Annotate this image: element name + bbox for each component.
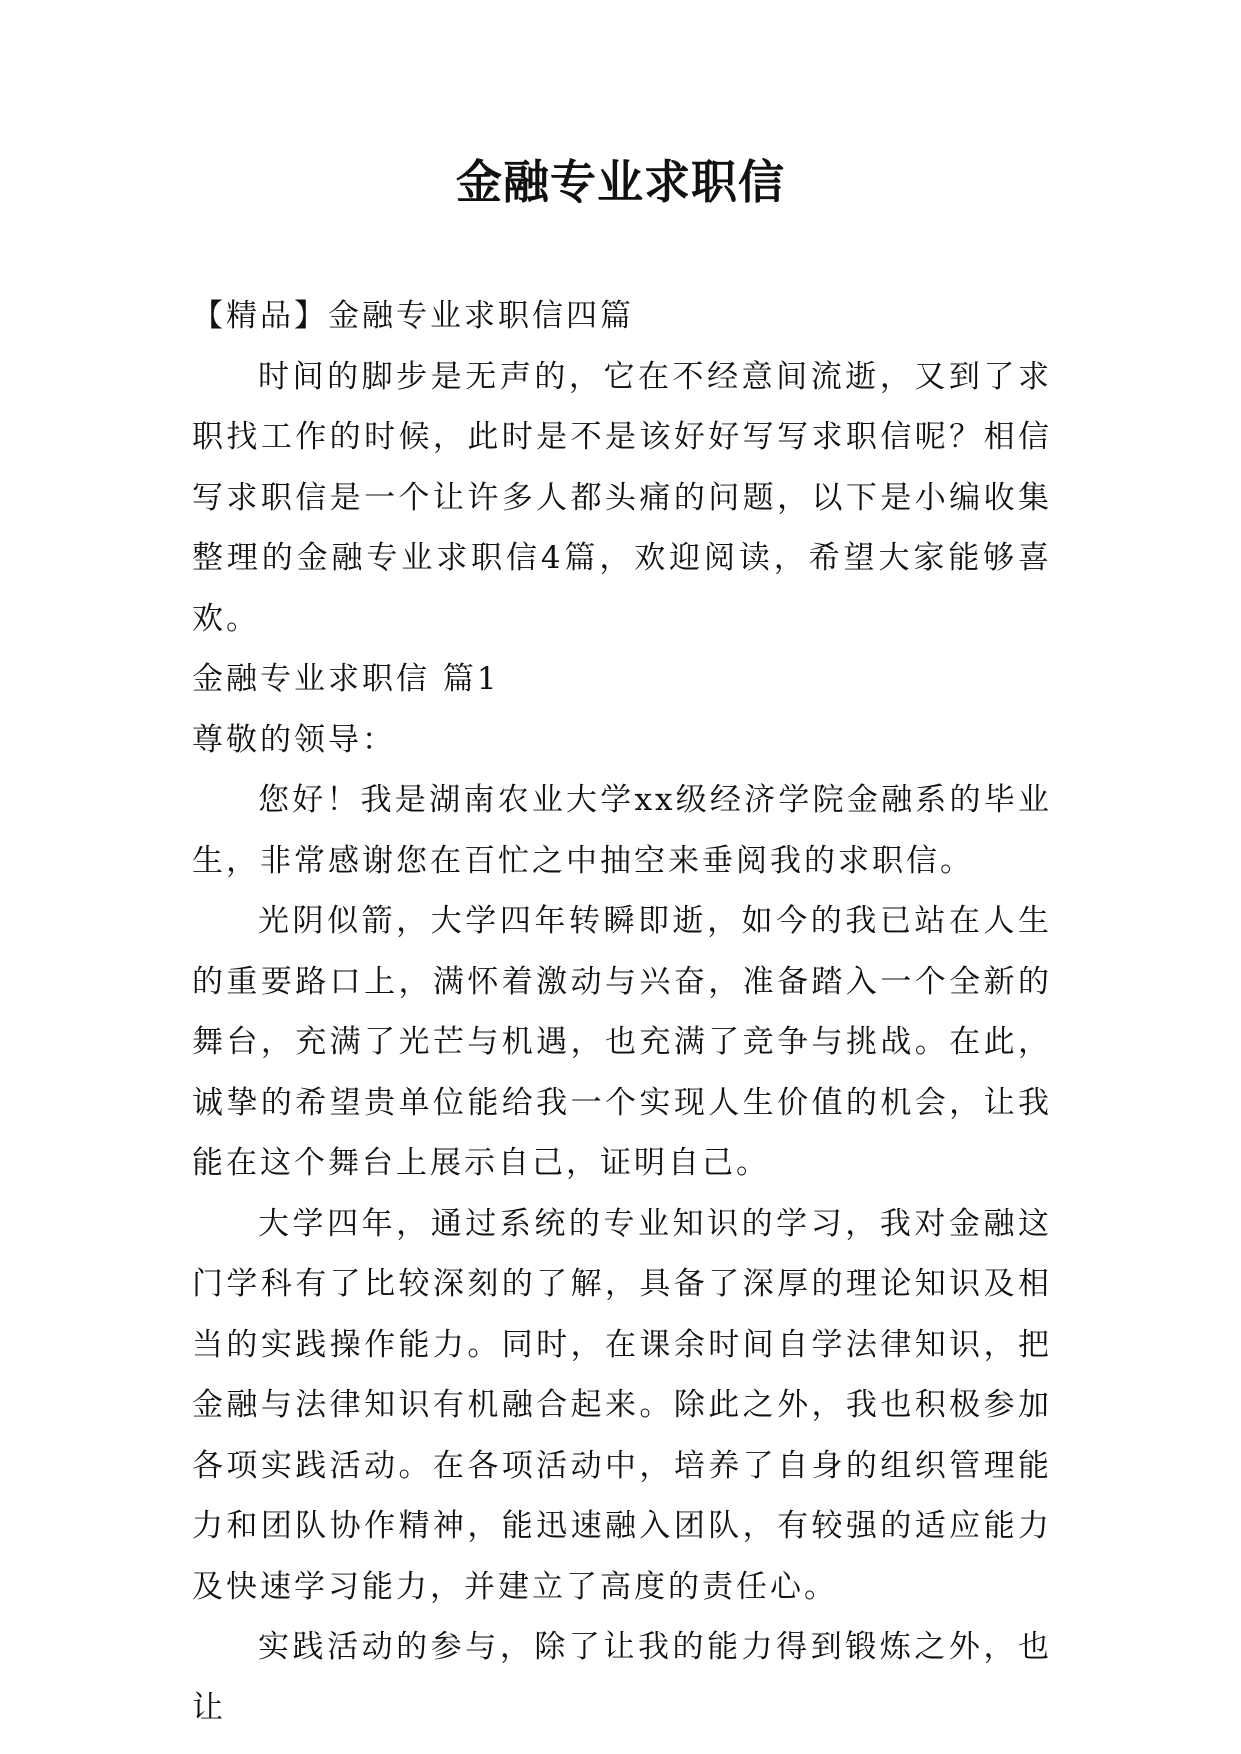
document-body: [192, 286, 1052, 1738]
salutation: 尊敬的领导：: [192, 721, 396, 758]
letter-paragraph: 大学四年，通过系统的专业知识的学习，我对金融这门学科有了比较深刻的了解，具备了深厚的理论知识及相当的实践操作能力。同时，在课余时间自学法律知识，把金融与法律知识有机融合起来。除此之外，我也积极参加各项实践活动。在各项活动中，培养了自身的组织管理能力和团队协作精神，能迅速融入团队，有较强的适应能力及快速学习能力，并建立了高度的责任心。: [192, 1205, 1052, 1605]
letter-paragraph: 实践活动的参与，除了让我的能力得到锻炼之外，也让: [192, 1629, 1052, 1726]
letter-paragraph: 光阴似箭，大学四年转瞬即逝，如今的我已站在人生的重要路口上，满怀着激动与兴奋，准备踏入一个全新的舞台，充满了光芒与机遇，也充满了竞争与挑战。在此，诚挚的希望贵单位能给我一个实现人生价值的机会，让我能在这个舞台上展示自己，证明自己。: [192, 903, 1052, 1181]
page-title: 金融专业求职信: [456, 155, 785, 209]
letter-paragraph: 您好！我是湖南农业大学xx级经济学院金融系的毕业生，非常感谢您在百忙之中抽空来垂阅我的求职信。: [192, 782, 1052, 879]
intro-paragraph: 时间的脚步是无声的，它在不经意间流逝，又到了求职找工作的时候，此时是不是该好好写写求职信呢？相信写求职信是一个让许多人都头痛的问题，以下是小编收集整理的金融专业求职信4篇，欢迎阅读，希望大家能够喜欢。: [192, 358, 1052, 637]
document-subtitle: 【精品】金融专业求职信四篇: [192, 298, 634, 334]
section-heading: 金融专业求职信 篇1: [192, 661, 500, 697]
